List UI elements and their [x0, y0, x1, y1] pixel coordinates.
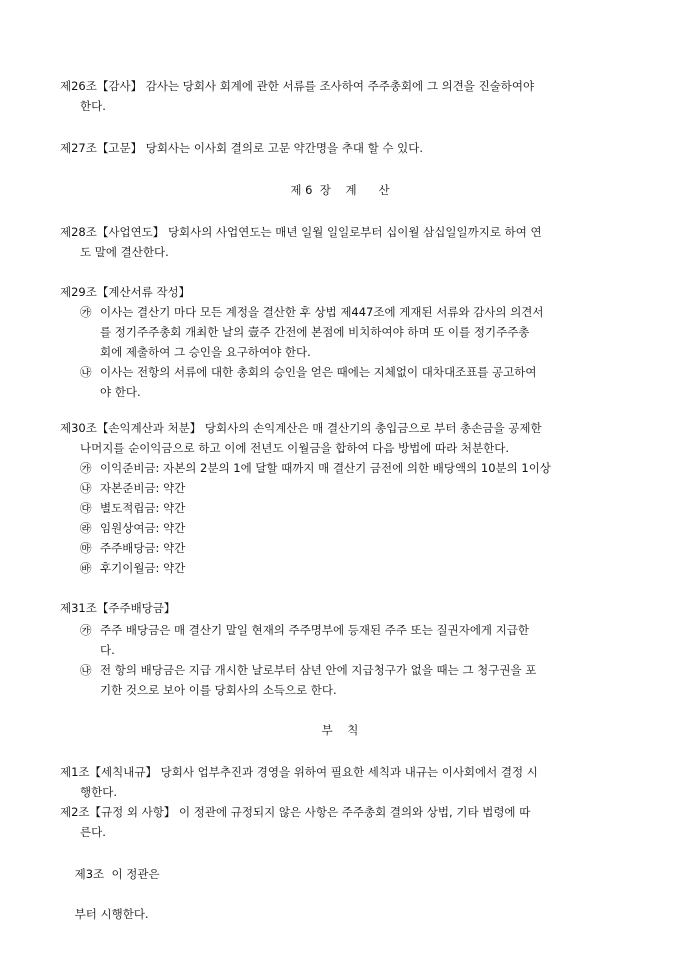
item-marker: ㉯ — [80, 365, 92, 379]
item-line: 전 항의 배당금은 지급 개시한 날로부터 삼년 안에 지급청구가 없을 때는 그 청구권을 포 — [100, 663, 537, 677]
item-line: 를 정기주주총회 개최한 날의 壹주 간전에 본점에 비치하여야 하며 또 이를 정기주주총 — [100, 325, 530, 339]
supplementary-article-2-line-1: 제2조【규정 외 사항】 이 정관에 규정되지 않은 사항은 주주총회 결의와 상법, 기타 법령에 따 — [60, 805, 531, 819]
item-line: 기한 것으로 보아 이를 당회사의 소득으로 한다. — [100, 683, 337, 697]
item-line: 별도적립금: 약간 — [100, 501, 186, 515]
item-line: 주주 배당금은 매 결산기 말일 현재의 주주명부에 등재된 주주 또는 질권자에게 지급한 — [100, 623, 530, 637]
supplementary-article-3-part-1: 제3조 이 정관은 — [74, 867, 160, 881]
article-31-item-1 — [80, 620, 626, 660]
article-29-item-1 — [80, 302, 626, 362]
article-30-item-4 — [80, 518, 626, 538]
article-30-item-6 — [80, 558, 626, 578]
article-29-item-2 — [80, 362, 626, 402]
item-line: 이익준비금: 자본의 2분의 1에 달할 때까지 매 결산기 금전에 의한 배당액의 10분의 1이상 — [100, 461, 551, 475]
item-line: 이사는 결산기 마다 모든 계정을 결산한 후 상법 제447조에 게재된 서류와 감사의 의견서 — [100, 305, 544, 319]
article-31-heading: 제31조【주주배당금】 — [60, 601, 176, 615]
article-28 — [60, 222, 626, 262]
article-30-item-3 — [80, 498, 626, 518]
item-line: 야 한다. — [100, 385, 141, 399]
article-26-line-1: 제26조【감사】 감사는 당회사 회계에 관한 서류를 조사하여 주주총회에 그 의견을 진술하여야 — [60, 79, 535, 93]
item-marker: ㉯ — [80, 481, 92, 495]
article-28-line-1: 제28조【사업연도】 당회사의 사업연도는 매년 일월 일일로부터 십이월 삼십일일까지로 하여 연 — [60, 225, 542, 239]
article-26 — [60, 76, 626, 116]
article-31-item-2 — [80, 660, 626, 700]
item-line: 회에 제출하여 그 승인을 요구하여야 한다. — [100, 345, 311, 359]
supplementary-article-3-part-2: 부터 시행한다. — [74, 907, 149, 921]
article-27-line-1: 제27조【고문】 당회사는 이사회 결의로 고문 약간명을 추대 할 수 있다. — [60, 141, 424, 155]
article-30-item-1 — [80, 458, 626, 478]
item-line: 다. — [100, 643, 115, 657]
article-30-line-1: 제30조【손익계산과 처분】 당회사의 손익계산은 매 결산기의 총입금으로 부터 총손금을 공제한 — [60, 421, 542, 435]
article-29-heading: 제29조【계산서류 작성】 — [60, 285, 191, 299]
supplementary-article-2-line-2: 른다. — [80, 825, 106, 839]
item-line: 주주배당금: 약간 — [100, 541, 186, 555]
article-28-line-2: 도 말에 결산한다. — [80, 245, 169, 259]
item-line: 후기이월금: 약간 — [100, 561, 186, 575]
article-30-item-2 — [80, 478, 626, 498]
article-26-line-2: 한다. — [80, 99, 106, 113]
supplementary-article-1-line-1: 제1조【세칙내규】 당회사 업부추진과 경영을 위하여 필요한 세칙과 내규는 이사회에서 결정 시 — [60, 765, 538, 779]
article-31-items — [80, 620, 626, 700]
article-27 — [60, 138, 626, 158]
article-30-line-2: 나머지를 순이익금으로 하고 이에 전년도 이월금을 합하여 다음 방법에 따라 처분한다. — [80, 441, 510, 455]
item-marker: ㉲ — [80, 541, 92, 555]
item-marker: ㉯ — [80, 663, 92, 677]
chapter-6-heading: 제 6 장 계 산 — [290, 183, 390, 197]
item-line: 임원상여금: 약간 — [100, 521, 186, 535]
supplementary-article-1-line-2: 행한다. — [80, 785, 117, 799]
article-30 — [60, 418, 626, 458]
supplementary-heading: 부 칙 — [321, 723, 359, 737]
item-line: 이사는 전항의 서류에 대한 총회의 승인을 얻은 때에는 지체없이 대차대조표를 공고하여 — [100, 365, 537, 379]
supplementary-article-1 — [60, 762, 626, 802]
article-29-items — [80, 302, 626, 402]
item-marker: ㉮ — [80, 461, 92, 475]
article-30-items — [80, 458, 626, 578]
supplementary-article-2 — [60, 802, 626, 842]
item-marker: ㉱ — [80, 521, 92, 535]
item-marker: ㉮ — [80, 305, 92, 319]
item-line: 자본준비금: 약간 — [100, 481, 186, 495]
item-marker: ㉳ — [80, 561, 92, 575]
article-30-item-5 — [80, 538, 626, 558]
item-marker: ㉰ — [80, 501, 92, 515]
item-marker: ㉮ — [80, 623, 92, 637]
supplementary-article-3 — [60, 844, 179, 944]
